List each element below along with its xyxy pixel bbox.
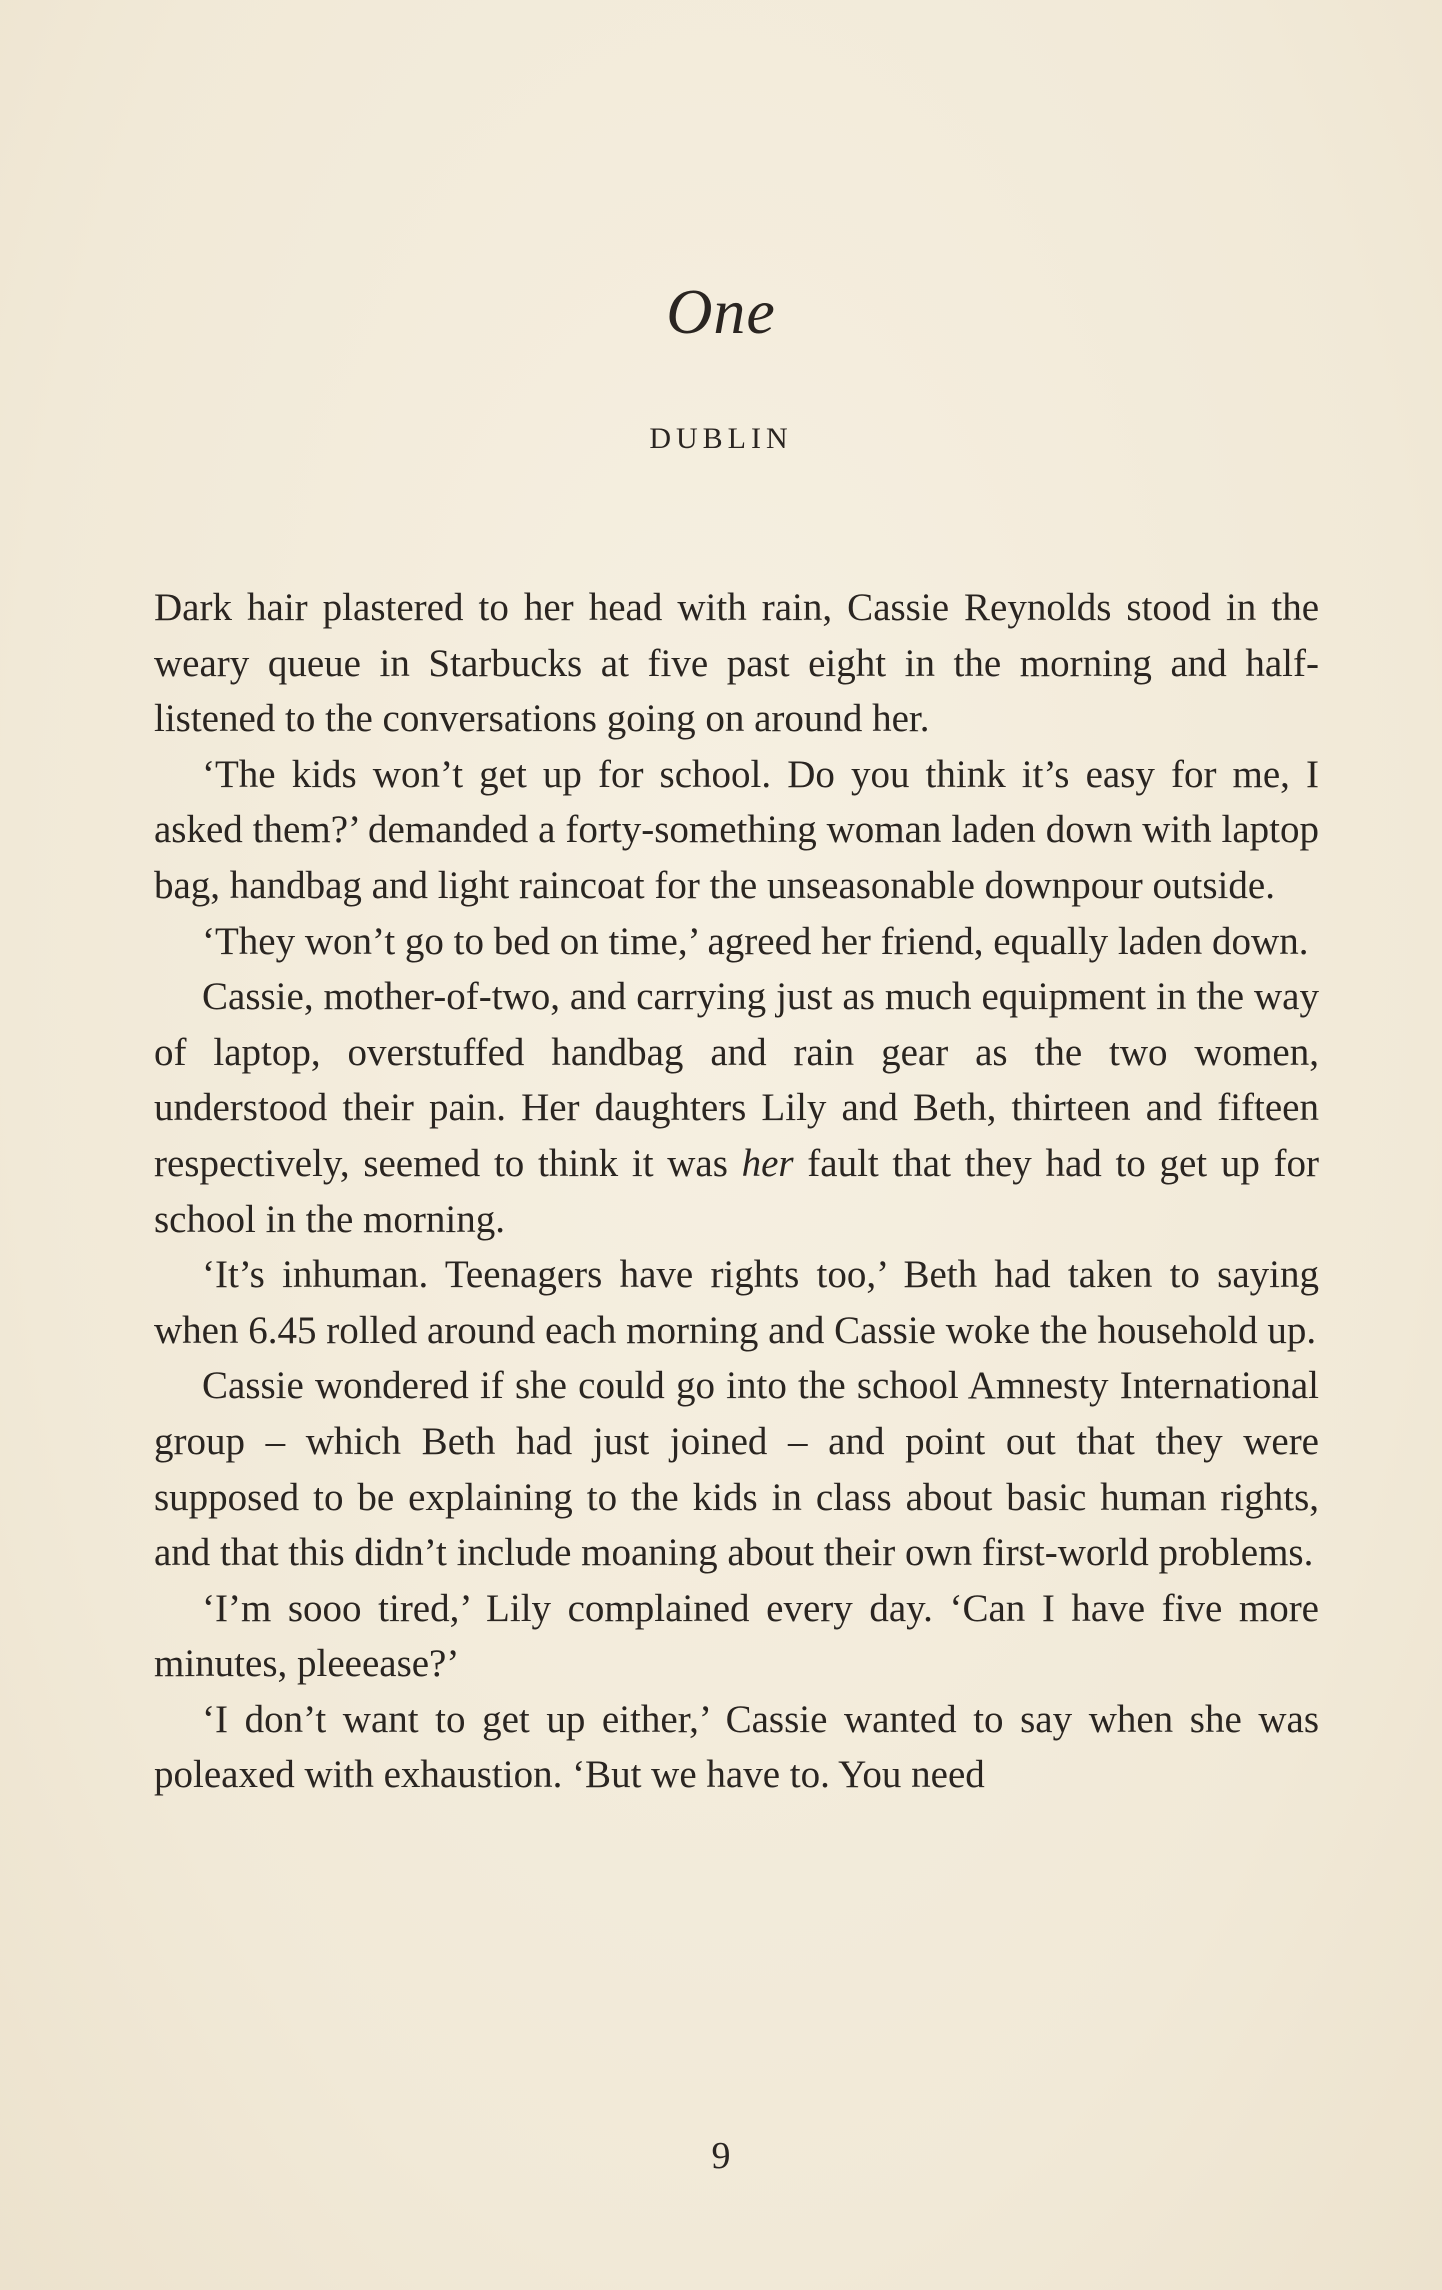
paragraph: Cassie wondered if she could go into the school Amnesty International group – which Beth had just joined – and point out that they were supposed to be explaining to the kids in class about basic human rights, and that this didn’t include moaning about their own first-world problems. xyxy=(154,1364,1319,1575)
body-text xyxy=(154,580,1319,1803)
page-number: 9 xyxy=(711,2135,731,2177)
paragraph: Dark hair plastered to her head with rain, Cassie Reynolds stood in the weary queue in Starbucks at five past eight in the morning and half-listened to the conversations going on around her. xyxy=(154,586,1319,741)
emphasis-text: her xyxy=(741,1141,794,1185)
paragraph: ‘I’m sooo tired,’ Lily complained every day. ‘Can I have five more minutes, pleeease?’ xyxy=(154,1586,1319,1686)
paragraph: ‘They won’t go to bed on time,’ agreed her friend, equally laden down. xyxy=(202,919,1309,963)
paragraph-text: Cassie, mother-of-two, and carrying just as much equipment in the way of laptop, overstuffed handbag and rain gear as the two women, understood their pain. Her daughters Lily and Beth, thirteen and fifteen respectively, seemed to think it was xyxy=(154,975,1319,1185)
paragraph: ‘I don’t want to get up either,’ Cassie wanted to say when she was poleaxed with exhaustion. ‘But we have to. You need xyxy=(154,1697,1319,1797)
paragraph-text: fault that they had to get up for school in the morning. xyxy=(154,1141,1319,1241)
chapter-title: One xyxy=(666,276,776,347)
paragraph: ‘It’s inhuman. Teenagers have rights too,’ Beth had taken to saying when 6.45 rolled around each morning and Cassie woke the household up. xyxy=(154,1253,1319,1352)
paragraph xyxy=(154,969,1319,1247)
chapter-location: DUBLIN xyxy=(649,422,793,455)
paragraph: ‘The kids won’t get up for school. Do you think it’s easy for me, I asked them?’ demanded a forty-something woman laden down with laptop bag, handbag and light raincoat for the unseasonable downpour outside. xyxy=(154,752,1319,907)
